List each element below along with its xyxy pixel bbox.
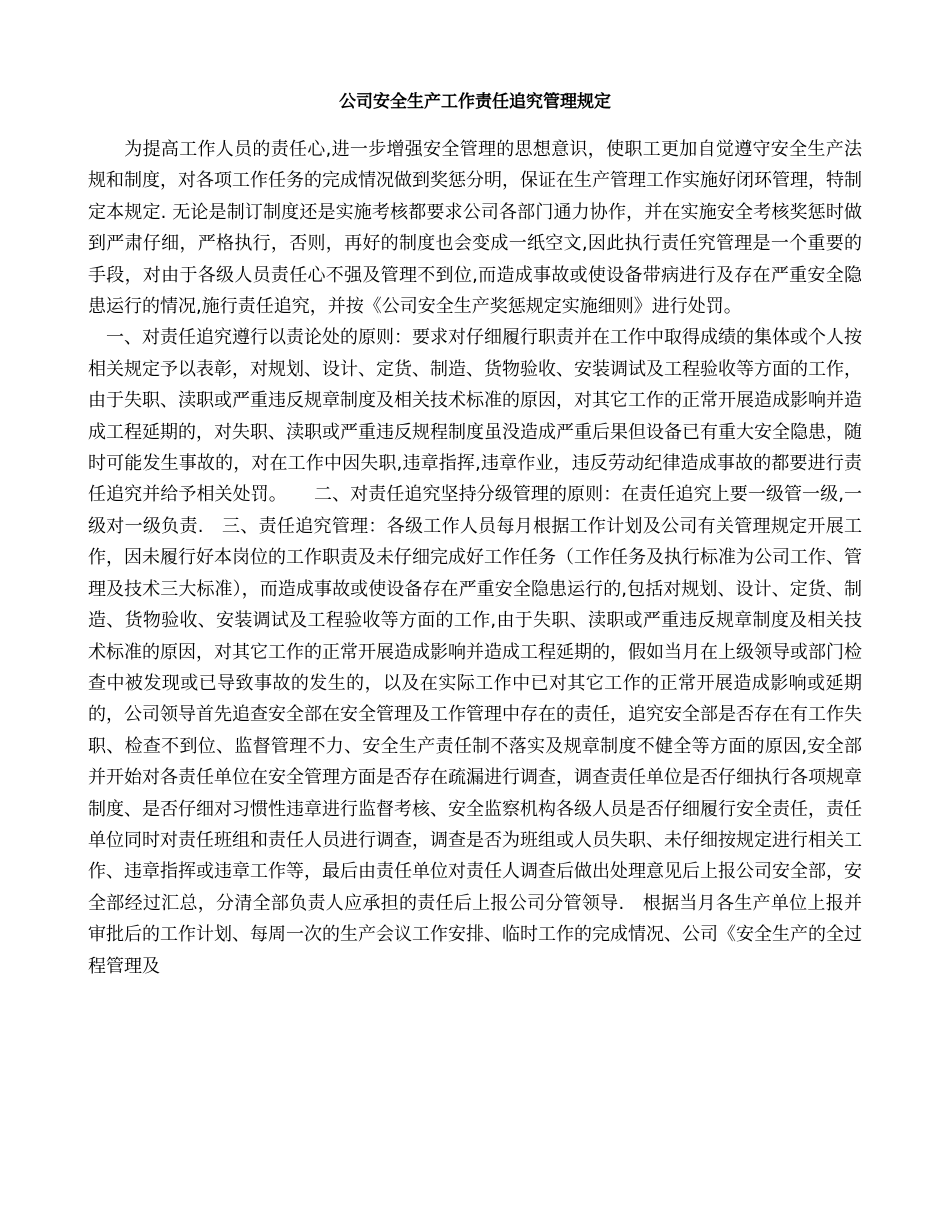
document-title: 公司安全生产工作责任追究管理规定 — [339, 92, 611, 112]
paragraph-intro: 为提高工作人员的责任心,进一步增强安全管理的思想意识，使职工更加自觉遵守安全生产法规和制度，对各项工作任务的完成情况做到奖惩分明，保证在生产管理工作实施好闭环管理，特制定本规定. 无论是制订制度还是实施考核都要求公司各部门通力协作，并在实施安全考核奖惩时做到严肃仔细，严格执行，否则，再好的制度也会变成一纸空文,因此执行责任究管理是一个重要的手段，对由于各级人员责任心不强及管理不到位,而造成事故或使设备带病进行及存在严重安全隐患运行的情况,施行责任追究，并按《公司安全生产奖惩规定实施细则》进行处罚。 — [88, 139, 862, 318]
paragraph-rules: 一、对责任追究遵行以责论处的原则：要求对仔细履行职责并在工作中取得成绩的集体或个人按相关规定予以表彰，对规划、设计、定货、制造、货物验收、安装调试及工程验收等方面的工作，由于失职、渎职或严重违反规章制度及相关技术标准的原因，对其它工作的正常开展造成影响并造成工程延期的，对失职、渎职或严重违反规程制度虽没造成严重后果但设备已有重大安全隐患，随时可能发生事故的，对在工作中因失职,违章指挥,违章作业，违反劳动纪律造成事故的都要进行责任追究并给予相关处罚。 二、对责任追究坚持分级管理的原则：在责任追究上要一级管一级,一级对一级负责. 三、责任追究管理：各级工作人员每月根据工作计划及公司有关管理规定开展工作，因未履行好本岗位的工作职责及未仔细完成好工作任务（工作任务及执行标准为公司工作、管理及技术三大标准），而造成事故或使设备存在严重安全隐患运行的,包括对规划、设计、定货、制造、货物验收、安装调试及工程验收等方面的工作,由于失职、渎职或严重违反规章制度及相关技术标准的原因，对其它工作的正常开展造成影响并造成工程延期的，假如当月在上级领导或部门检查中被发现或已导致事故的发生的，以及在实际工作中已对其它工作的正常开展造成影响或延期的，公司领导首先追查安全部在安全管理及工作管理中存在的责任，追究安全部是否存在有工作失职、检查不到位、监督管理不力、安全生产责任制不落实及规章制度不健全等方面的原因,安全部并开始对各责任单位在安全管理方面是否存在疏漏进行调查，调查责任单位是否仔细执行各项规章制度、是否仔细对习惯性违章进行监督考核、安全监察机构各级人员是否仔细履行安全责任，责任单位同时对责任班组和责任人员进行调查，调查是否为班组或人员失职、未仔细按规定进行相关工作、违章指挥或违章工作等，最后由责任单位对责任人调查后做出处理意见后上报公司安全部，安全部经过汇总，分清全部负责人应承担的责任后上报公司分管领导. 根据当月各生产单位上报并审批后的工作计划、每周一次的生产会议工作安排、临时工作的完成情况、公司《安全生产的全过程管理及 — [88, 327, 862, 977]
document-body — [88, 134, 862, 982]
